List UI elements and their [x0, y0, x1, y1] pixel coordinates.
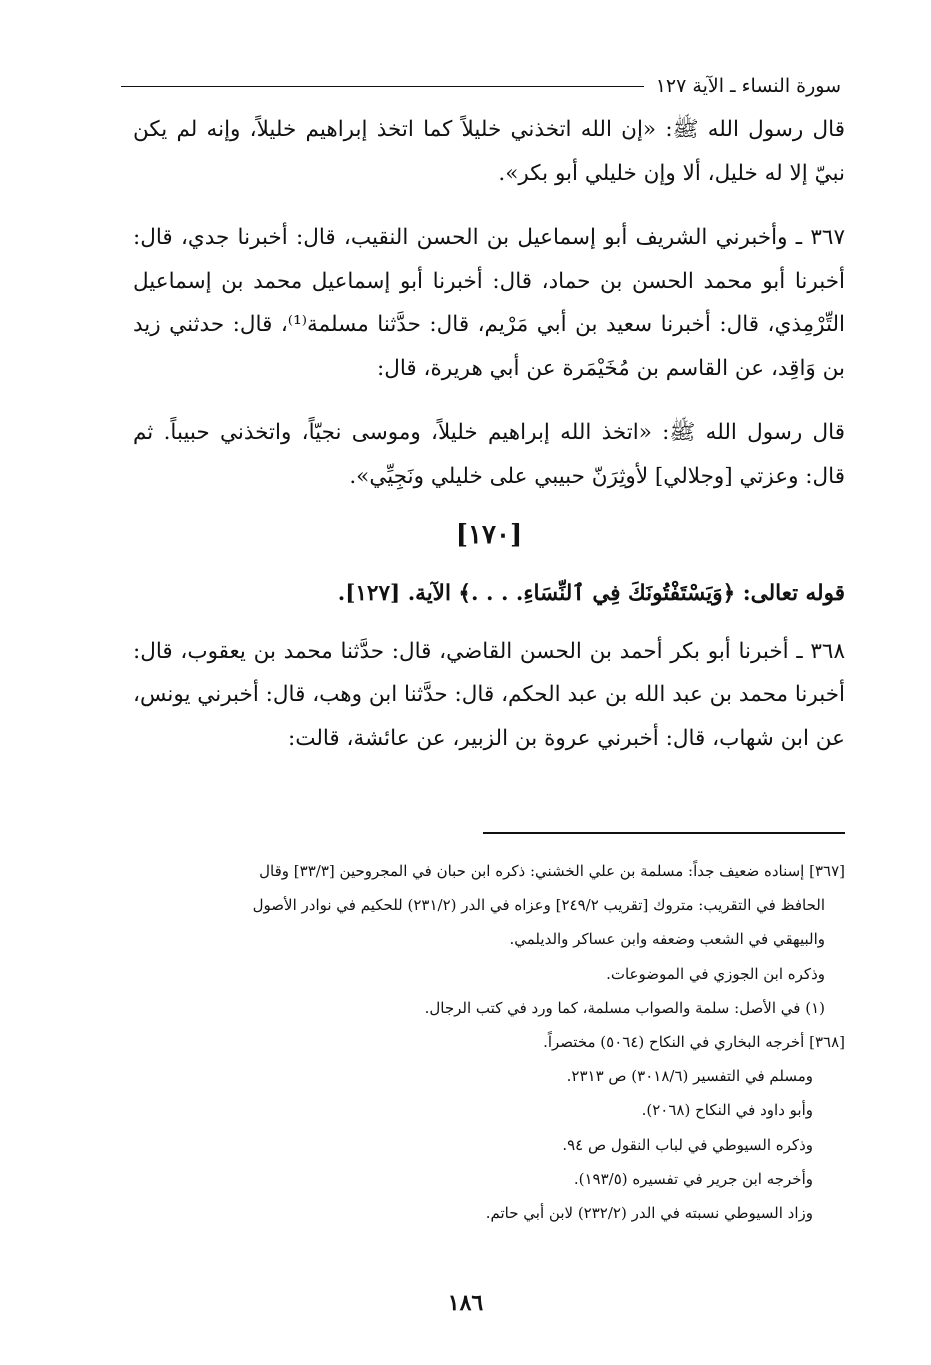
page-number: ١٨٦ — [447, 1290, 484, 1316]
footnote-line: [٣٦٧] إسناده ضعيف جداً: مسلمة بن علي الخشني: ذكره ابن حبان في المجروحين [٣٣/٣] وقال — [259, 862, 845, 880]
verse-heading: قوله تعالى: ﴿وَيَسْتَفْتُونَكَ فِي ٱلنِّسَاءِ. . . .﴾ الآية. [١٢٧]. — [337, 581, 845, 606]
footnote-line: وأبو داود في النكاح (٢٠٦٨). — [641, 1101, 813, 1120]
running-header — [121, 72, 841, 100]
footnote-line: [٣٦٨] أخرجه البخاري في النكاح (٥٠٦٤) مختصراً. — [543, 1033, 845, 1052]
footnote-rule — [483, 832, 845, 834]
footnote-line: وذكره السيوطي في لباب النقول ص ٩٤. — [562, 1135, 813, 1154]
footnotes — [129, 854, 845, 1230]
footnote-line: ومسلم في التفسير (٣٠١٨/٦) ص ٢٣١٣. — [566, 1067, 813, 1086]
hadith-368: ٣٦٨ ـ أخبرنا أبو بكر أحمد بن الحسن القاضي، قال: حدَّثنا محمد بن يعقوب، قال: أخبرنا محمد بن عبد الله بن عبد الحكم، قال: حدَّثنا ابن وهب، قال: أخبرني يونس، عن ابن شهاب، قال: أخبرني عروة بن الزبير، عن عائشة، قالت: — [133, 638, 845, 751]
footnote-line: وذكره ابن الجوزي في الموضوعات. — [606, 964, 825, 983]
hadith-text-1: قال رسول الله ﷺ: «إن الله اتخذني خليلاً كما اتخذ إبراهيم خليلاً، وإنه لم يكن نبيّ إلا له خليل، ألا وإن خليلي أبو بكر». — [133, 117, 845, 186]
header-title: سورة النساء ـ الآية ١٢٧ — [655, 75, 841, 97]
footnote-line: وزاد السيوطي نسبته في الدر (٢٣٢/٢) لابن أبي حاتم. — [485, 1204, 813, 1223]
footnote-line: والبيهقي في الشعب وضعفه وابن عساكر والديلمي. — [509, 930, 825, 949]
footnote-line: الحافظ في التقريب: متروك [تقريب ٢٤٩/٢] وعزاه في الدر (٢٣١/٢) للحكيم في نوادر الأصول — [252, 896, 825, 915]
hadith-text-2: قال رسول الله ﷺ: «اتخذ الله إبراهيم خليلاً، وموسى نجيّاً، واتخذني حبيباً. ثم قال: وعزتي [وجلالي] لأوثِرَنّ حبيبي على خليلي ونَجِيِّي». — [133, 420, 845, 489]
header-rule — [121, 86, 644, 87]
footnote-line: (١) في الأصل: سلمة والصواب مسلمة، كما ورد في كتب الرجال. — [424, 998, 825, 1017]
section-number: [١٧٠] — [455, 520, 523, 550]
hadith-367: ٣٦٧ ـ وأخبرني الشريف أبو إسماعيل بن الحسن النقيب، قال: أخبرنا جدي، قال: أخبرنا أبو محمد الحسن بن حماد، قال: أخبرنا أبو إسماعيل محمد بن إسماعيل التِّرْمِذي، قال: أخبرنا سعيد بن أبي مَرْيم، قال: حدَّثنا مسلمة⁽¹⁾، قال: حدثني زيد بن وَاقِد، عن القاسم بن مُخَيْمَرة عن أبي هريرة، قال: — [133, 225, 845, 381]
footnote-line: وأخرجه ابن جرير في تفسيره (١٩٣/٥). — [573, 1169, 813, 1188]
main-text — [133, 108, 845, 760]
